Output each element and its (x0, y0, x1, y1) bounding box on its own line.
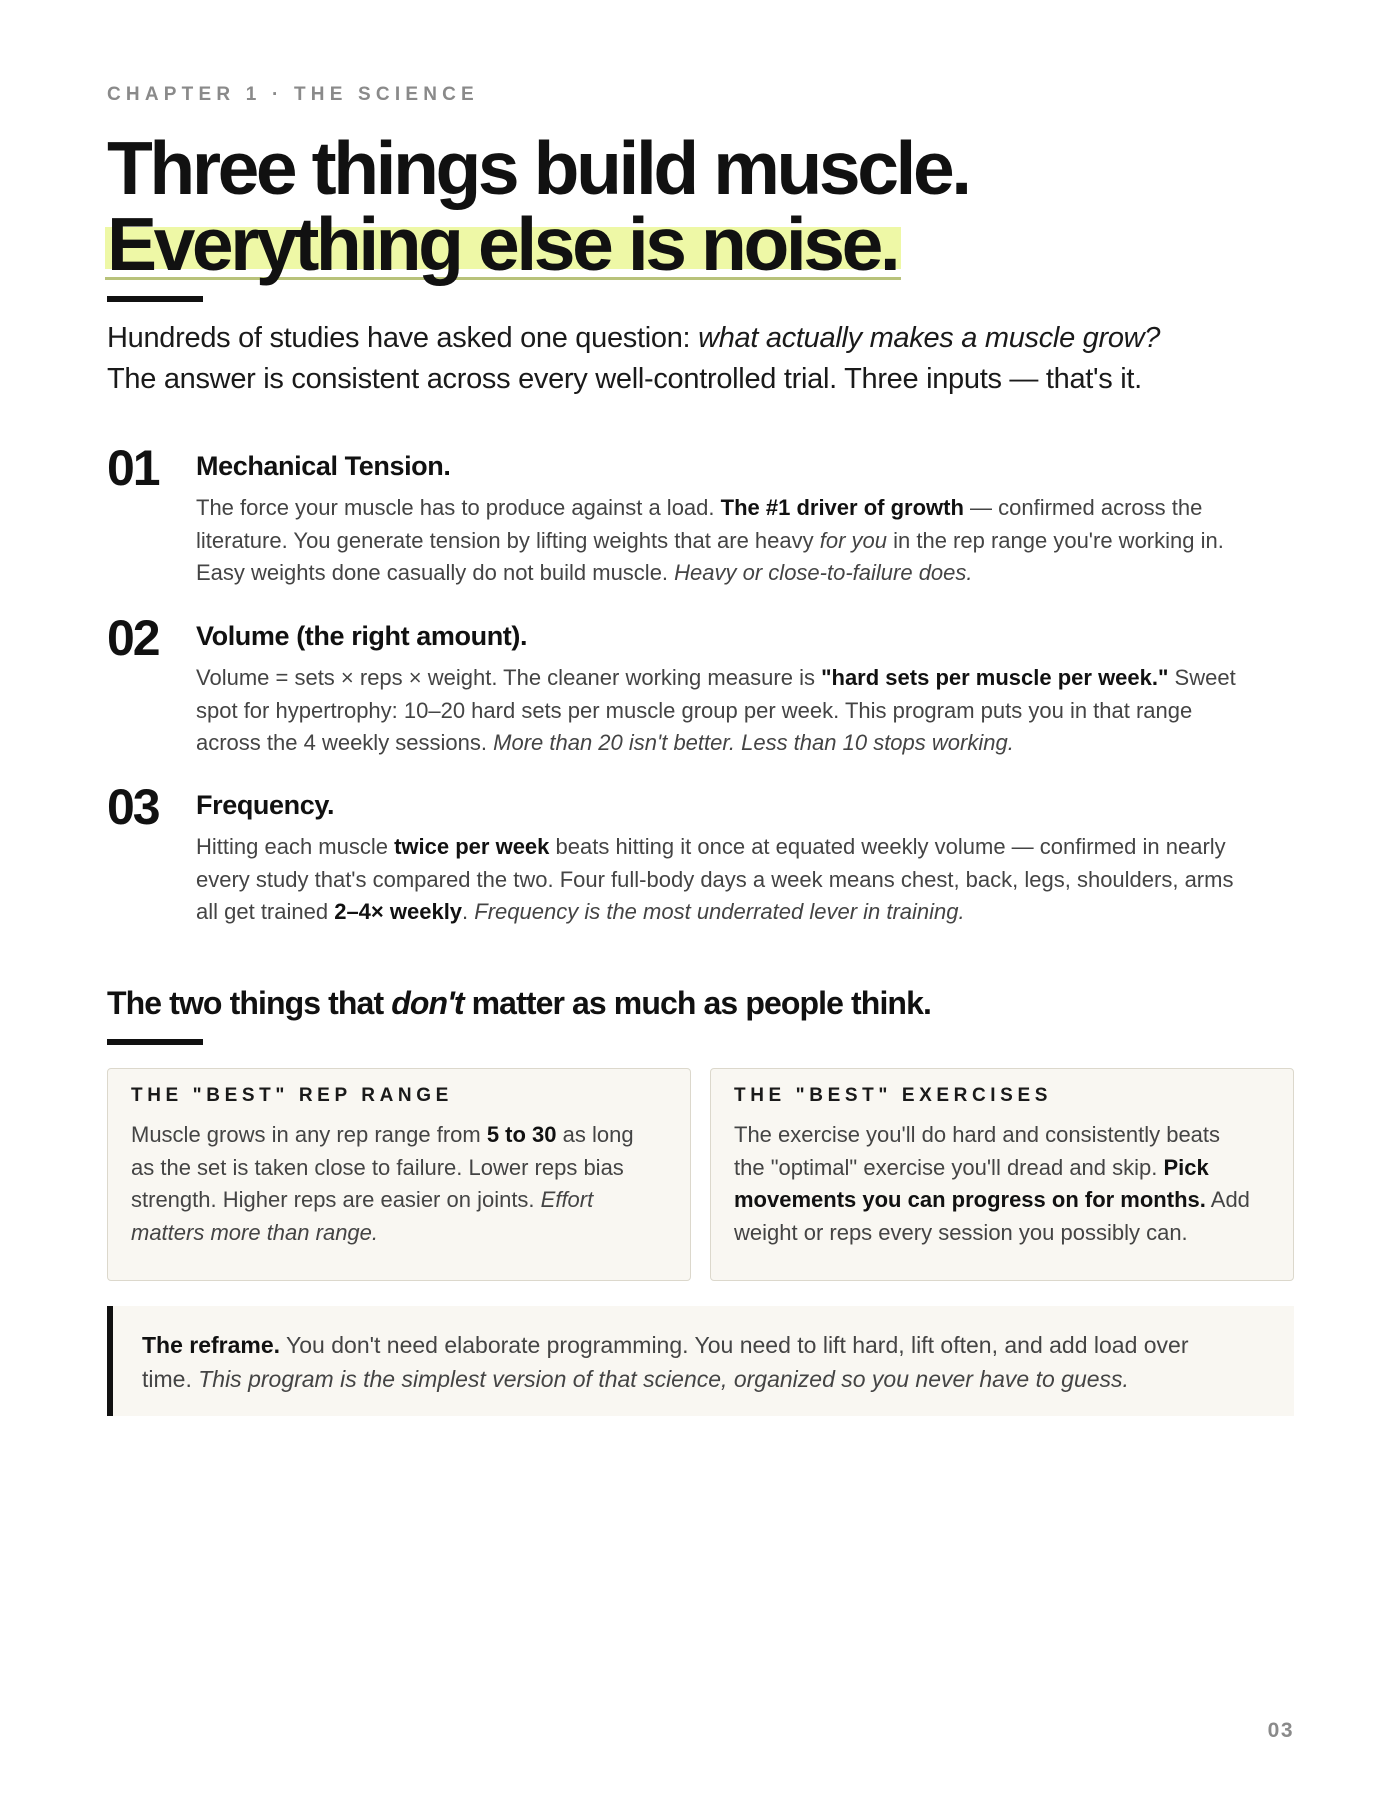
body-text: You don't need elaborate programming. You need to lift hard, lift often, and add load over (280, 1332, 1189, 1358)
card-rep-range (107, 1068, 691, 1281)
intro-paragraph (107, 318, 1294, 400)
intro-line-2: The answer is consistent across every well-controlled trial. Three inputs — that's it. (107, 363, 1142, 395)
point-body-line (196, 896, 1294, 929)
subhead-italic: don't (391, 985, 464, 1021)
intro-question: what actually makes a muscle grow? (698, 322, 1161, 354)
body-text: Add (1205, 1187, 1250, 1212)
body-text: the "optimal" exercise you'll dread and skip. (734, 1154, 1164, 1180)
chapter-label: CHAPTER 1 · THE SCIENCE (107, 84, 479, 105)
body-emphasis: "hard sets per muscle per week." (821, 665, 1169, 690)
point-body (196, 831, 1294, 929)
card-body-line: weight or reps every session you possibly can. (734, 1219, 1188, 1245)
document-page (107, 0, 1294, 1812)
body-text: strength. Higher reps are easier on joints. (131, 1187, 541, 1212)
point-number: 01 (107, 440, 159, 496)
body-text: Sweet (1168, 665, 1236, 690)
page-title (107, 126, 969, 286)
body-italic: Frequency is the most underrated lever in training. (474, 899, 965, 924)
intro-line-1 (107, 318, 1294, 359)
headline-line-1: Three things build muscle. (107, 126, 969, 210)
subhead-text: The two things that (107, 985, 392, 1021)
card-body-line (131, 1119, 671, 1152)
card-body-line: as the set is taken close to failure. Lower reps bias (131, 1154, 624, 1180)
body-italic: matters more than range. (131, 1219, 379, 1245)
body-italic: More than 20 isn't better. Less than 10 stops working. (493, 730, 1014, 755)
point-title: Volume (the right amount). (196, 621, 528, 651)
point-body-line (196, 831, 1294, 864)
page-number: 03 (1267, 1719, 1294, 1742)
section-subheading (107, 985, 931, 1022)
body-text: beats hitting it once at equated weekly volume — confirmed in nearly (549, 834, 1226, 859)
reframe-text (142, 1328, 1189, 1396)
body-text: — confirmed across the (963, 495, 1203, 520)
point-body-line (196, 727, 1294, 760)
body-text: as long (556, 1122, 634, 1147)
point-body-line: every study that's compared the two. Four full-body days a week means chest, back, legs, shoulders, arms (196, 866, 1234, 892)
point-body-line: spot for hypertrophy: 10–20 hard sets per muscle group per week. This program puts you in that range (196, 697, 1193, 723)
card-body (131, 1119, 671, 1249)
card-body-line (131, 1217, 671, 1250)
point-body-line (196, 492, 1294, 525)
reframe-callout (107, 1306, 1294, 1416)
point-title: Frequency. (196, 790, 335, 820)
body-text: literature. You generate tension by lifting weights that are heavy (196, 527, 820, 553)
body-text: across the 4 weekly sessions. (196, 730, 494, 755)
body-text: Hitting each muscle (196, 834, 395, 859)
card-body-line (734, 1152, 1274, 1185)
reframe-line (142, 1328, 1189, 1362)
body-emphasis: movements you can progress on for months. (734, 1187, 1206, 1212)
reframe-line (142, 1362, 1189, 1396)
point-body (196, 492, 1294, 590)
point-title: Mechanical Tension. (196, 451, 451, 481)
title-divider (107, 296, 203, 302)
comparison-cards (107, 1068, 1294, 1281)
body-emphasis: The #1 driver of growth (720, 495, 964, 520)
body-text: all get trained (196, 899, 335, 924)
card-body (734, 1119, 1274, 1249)
point-body-line (196, 557, 1294, 590)
card-title: THE "BEST" EXERCISES (734, 1085, 1053, 1106)
card-body-line (131, 1184, 671, 1217)
point-number: 03 (107, 779, 159, 835)
body-text: . (462, 899, 475, 924)
body-emphasis: 2–4× weekly (334, 899, 463, 924)
card-exercises (710, 1068, 1294, 1281)
reframe-label: The reframe. (142, 1332, 281, 1358)
body-text: time. (142, 1366, 199, 1392)
point-body-line (196, 525, 1294, 558)
body-italic: Effort (540, 1187, 594, 1212)
body-text: Muscle grows in any rep range from (131, 1122, 487, 1147)
card-body-line: The exercise you'll do hard and consistently beats (734, 1122, 1221, 1147)
headline-line-2 (107, 202, 969, 286)
body-text: The force your muscle has to produce against a load. (196, 495, 721, 520)
section-divider (107, 1039, 203, 1045)
point-body-line (196, 662, 1294, 695)
body-text: Easy weights done casually do not build muscle. (196, 560, 675, 585)
subhead-text: matter as much as people think. (463, 985, 931, 1021)
body-italic: for you (819, 527, 887, 553)
card-title: THE "BEST" REP RANGE (131, 1085, 453, 1106)
body-emphasis: 5 to 30 (486, 1122, 557, 1147)
body-text: Volume = sets × reps × weight. The cleaner working measure is (196, 665, 822, 690)
card-body-line (734, 1184, 1274, 1217)
body-emphasis: Pick (1163, 1154, 1209, 1180)
point-number: 02 (107, 610, 159, 666)
headline-highlight: Everything else is noise. (105, 211, 901, 280)
point-body (196, 662, 1294, 760)
body-emphasis: twice per week (394, 834, 550, 859)
body-italic: Heavy or close-to-failure does. (674, 560, 973, 585)
body-text: in the rep range you're working in. (887, 527, 1224, 553)
body-italic: This program is the simplest version of that science, organized so you never have to guess. (198, 1366, 1129, 1392)
intro-text: Hundreds of studies have asked one question: (107, 322, 699, 354)
